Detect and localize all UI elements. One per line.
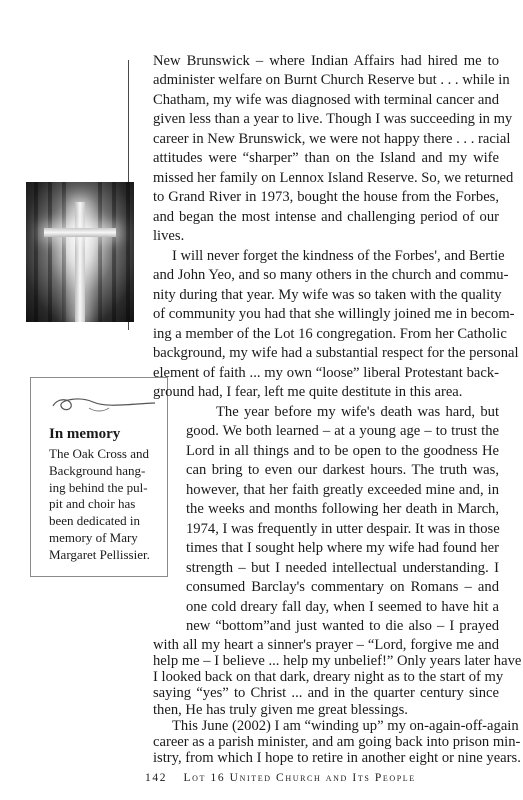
body-line: consumed Barclay's commentary on Romans – and — [186, 579, 499, 595]
body-line: and began the most intense and challenging period of our — [153, 209, 499, 225]
sidebar-caption-line: pit and choir has — [49, 496, 136, 512]
body-line: New Brunswick – where Indian Affairs had hired me to — [153, 53, 499, 69]
body-line: good. We both learned – at a young age – to trust the — [186, 423, 499, 439]
body-line: saying “yes” to Christ ... and in the quarter century since — [153, 685, 499, 702]
page-number: 142 — [145, 772, 168, 784]
body-line: This June (2002) I am “winding up” my on-again-off-again — [172, 717, 519, 734]
body-line: The year before my wife's death was hard, but — [216, 404, 499, 420]
body-line: career as a parish minister, and am going back into prison min- — [153, 733, 521, 750]
body-line: ing a member of the Lot 16 congregation. From her Catholic — [153, 326, 507, 342]
body-line: and John Yeo, and so many others in the church and commu- — [153, 267, 509, 283]
body-line: background, my wife had a substantial respect for the personal — [153, 345, 519, 361]
sidebar-heading: In memory — [49, 426, 121, 442]
body-line: given less than a year to live. Though I was succeeding in my — [153, 111, 513, 127]
body-line: istry, from which I hope to retire in another eight or nine years. — [153, 749, 521, 766]
body-line: to Grand River in 1973, bought the house from the Forbes, — [153, 189, 499, 205]
body-line: missed her family on Lennox Island Reserve. So, we returned — [153, 170, 514, 186]
body-line: strength – but I needed intellectual understanding. I — [186, 560, 499, 576]
body-line: career in New Brunswick, we were not happy there . . . racial — [153, 131, 511, 147]
body-line: 1974, I was frequently in utter despair. It was in those — [186, 521, 500, 537]
body-line: administer welfare on Burnt Church Reserve but . . . while in — [153, 72, 510, 88]
body-line: nity during that year. My wife was so taken with the quality — [153, 287, 502, 303]
sidebar-caption-line: Margaret Pellissier. — [49, 546, 150, 562]
body-line: times that I sought help where my wife had found her — [186, 540, 499, 556]
page-footer — [145, 772, 416, 784]
body-line: can bring to even our darkest hours. The truth was, — [186, 462, 499, 478]
body-line: Chatham, my wife was diagnosed with terminal cancer and — [153, 92, 499, 108]
body-line: however, that her faith greatly exceeded mine and, in — [186, 482, 499, 498]
body-line: then, He has truly given me great blessings. — [153, 701, 408, 718]
body-line: Lord in all things and to be open to the goodness He — [186, 443, 499, 459]
body-line: the weeks and months following her death in March, — [186, 501, 499, 517]
body-line: ground had, I fear, left me quite destitute in this area. — [153, 384, 463, 400]
body-line: of community you had that she willingly joined me in becom- — [153, 306, 515, 322]
body-line: new “bottom”and just wanted to die also – I prayed — [186, 618, 499, 634]
sidebar-caption-line: The Oak Cross and — [49, 446, 150, 461]
body-line: I looked back on that dark, dreary night as to the start of my — [153, 669, 504, 686]
sidebar-caption-line: been dedicated in — [49, 513, 140, 529]
body-line: lives. — [153, 228, 185, 244]
body-line: element of faith ... my own “loose” liberal Protestant back- — [153, 365, 499, 381]
body-line: help me – I believe ... help my unbelief!” Only years later have — [153, 653, 522, 670]
body-line: one cold dreary fall day, when I seemed to have hit a — [186, 599, 499, 615]
sidebar-caption-line: Background hang- — [49, 462, 146, 478]
body-line: I will never forget the kindness of the Forbes', and Bertie — [172, 248, 505, 264]
sidebar-caption-line: memory of Mary — [49, 529, 138, 545]
body-line: with all my heart a sinner's prayer – “Lord, forgive me and — [153, 637, 499, 653]
body-line: attitudes were “sharper” than on the Island and my wife — [153, 150, 499, 166]
running-title: Lot 16 United Church and Its People — [183, 772, 416, 784]
sidebar-caption-line: ing behind the pul- — [49, 479, 148, 495]
